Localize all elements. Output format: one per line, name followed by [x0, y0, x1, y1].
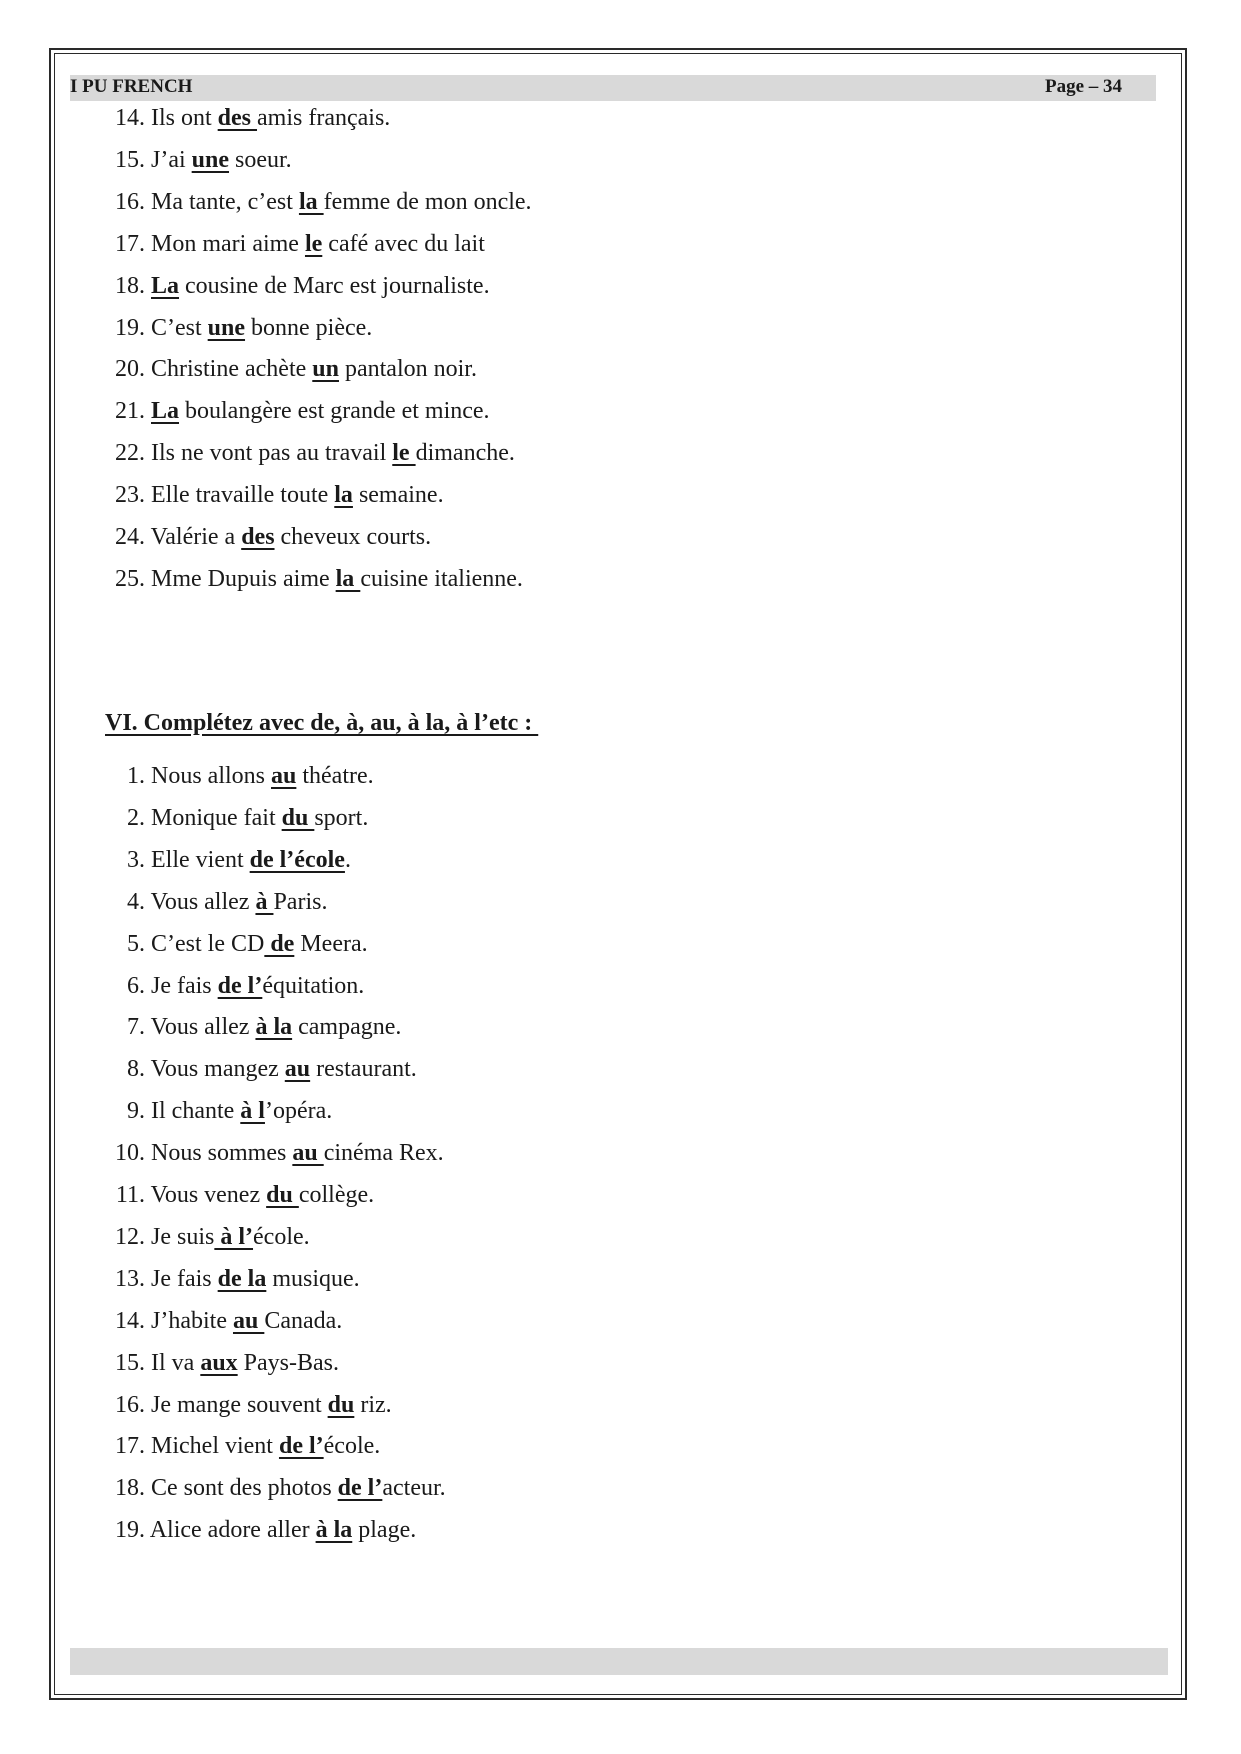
- list-item: [0, 756, 374, 796]
- list-item: [0, 391, 490, 431]
- item-text-after: collège.: [298, 1182, 375, 1208]
- item-text-after: école.: [253, 1223, 310, 1250]
- item-text-before: Mon mari aime: [151, 230, 305, 257]
- item-text-after: bonne pièce.: [245, 314, 373, 341]
- item-number: 11.: [115, 1182, 145, 1208]
- item-text-before: Vous allez: [150, 888, 256, 915]
- list-item: [0, 1175, 374, 1215]
- item-text-before: Je mange souvent: [151, 1391, 328, 1418]
- item-text-before: Vous mangez: [150, 1056, 285, 1083]
- list-item: [0, 224, 485, 264]
- list-item: [0, 1510, 416, 1550]
- item-text-after: Meera.: [294, 930, 368, 957]
- item-number: 1.: [127, 763, 145, 789]
- item-text-after: dimanche.: [415, 440, 515, 467]
- item-answer: de l’école: [249, 846, 345, 873]
- item-number: 22.: [115, 440, 145, 467]
- item-answer: la: [334, 482, 353, 509]
- item-text-before: Vous venez: [150, 1182, 267, 1208]
- item-number: 4.: [127, 888, 145, 915]
- item-text-after: musique.: [266, 1265, 360, 1292]
- list-item: [0, 1049, 417, 1089]
- item-text-before: Christine achète: [151, 356, 313, 383]
- footer-bar: [70, 1648, 1168, 1675]
- item-answer: un: [312, 356, 339, 383]
- list-item: [0, 1301, 342, 1341]
- item-answer: à la: [315, 1517, 353, 1544]
- item-number: 25.: [115, 565, 145, 592]
- item-text-after: amis français.: [257, 105, 391, 131]
- item-text-before: Je suis: [151, 1223, 215, 1250]
- list-item: [0, 140, 292, 180]
- item-answer: le: [304, 230, 323, 257]
- item-number: 19.: [115, 1517, 145, 1544]
- item-number: 20.: [115, 356, 145, 383]
- item-text-after: campagne.: [292, 1014, 402, 1041]
- list-item: [0, 517, 431, 557]
- item-text-after: soeur.: [229, 146, 292, 173]
- item-text-after: acteur.: [382, 1475, 446, 1502]
- list-item: [0, 1133, 444, 1173]
- list-item: [0, 98, 390, 138]
- item-text-after: cinéma Rex.: [323, 1140, 444, 1167]
- item-text-after: cuisine italienne.: [360, 565, 523, 592]
- item-number: 8.: [127, 1056, 145, 1083]
- item-number: 3.: [127, 846, 145, 873]
- item-text-after: école.: [323, 1433, 381, 1460]
- list-item: [0, 1259, 360, 1299]
- section-title: VI. Complétez avec de, à, au, à la, à l’etc :: [105, 710, 539, 736]
- item-text-after: boulangère est grande et mince.: [179, 398, 490, 425]
- item-number: 9.: [127, 1098, 145, 1125]
- item-number: 19.: [115, 314, 145, 341]
- item-text-after: ’opéra.: [264, 1098, 333, 1125]
- item-text-before: Je fais: [151, 972, 218, 999]
- item-text-before: Ils ont: [151, 105, 218, 131]
- item-text-before: J’ai: [151, 146, 192, 173]
- item-number: 17.: [115, 1433, 145, 1460]
- page-number: Page – 34: [1045, 76, 1123, 97]
- list-item: [0, 433, 515, 473]
- item-number: 12.: [115, 1223, 145, 1250]
- item-text-after: pantalon noir.: [338, 356, 477, 383]
- item-number: 18.: [115, 272, 145, 299]
- item-text-before: Valérie a: [150, 524, 242, 550]
- item-answer: du: [266, 1182, 299, 1208]
- item-answer: de la: [217, 1265, 267, 1292]
- item-answer: de l’: [337, 1475, 383, 1502]
- item-number: 24.: [115, 524, 145, 550]
- item-number: 10.: [115, 1140, 145, 1167]
- item-answer: une: [191, 146, 230, 173]
- list-item: [0, 1091, 332, 1131]
- item-number: 5.: [127, 930, 145, 957]
- item-text-before: Nous sommes: [151, 1140, 293, 1167]
- item-text-after: .: [344, 846, 351, 873]
- item-answer: aux: [200, 1349, 238, 1376]
- item-text-after: Pays-Bas.: [237, 1349, 340, 1376]
- item-answer: du: [281, 804, 315, 831]
- item-text-before: Alice adore aller: [149, 1517, 316, 1544]
- item-text-before: C’est le CD: [151, 930, 265, 957]
- course-title: I PU FRENCH: [70, 76, 193, 97]
- item-text-before: Il chante: [151, 1098, 241, 1125]
- item-answer: La: [151, 272, 180, 299]
- list-item: [0, 924, 368, 964]
- item-answer: au: [292, 1140, 324, 1167]
- item-text-before: Il va: [151, 1349, 201, 1376]
- item-number: 17.: [115, 230, 145, 257]
- item-text-after: cousine de Marc est journaliste.: [179, 272, 490, 299]
- item-text-after: Canada.: [264, 1307, 343, 1334]
- item-text-before: Elle vient: [151, 846, 250, 873]
- item-text-after: restaurant.: [310, 1056, 417, 1083]
- item-text-before: Michel vient: [151, 1433, 279, 1460]
- item-answer: de: [264, 930, 295, 957]
- item-number: 16.: [115, 1391, 145, 1418]
- item-answer: le: [392, 440, 416, 467]
- item-answer: de l’: [217, 972, 263, 999]
- item-number: 15.: [115, 146, 145, 173]
- item-number: 7.: [127, 1014, 145, 1041]
- list-item: [0, 1426, 380, 1466]
- item-number: 14.: [115, 1307, 145, 1334]
- item-answer: de l’: [278, 1433, 324, 1460]
- item-number: 2.: [127, 804, 145, 831]
- list-item: [0, 182, 532, 222]
- item-number: 18.: [115, 1475, 145, 1502]
- list-item: [0, 882, 327, 922]
- item-number: 6.: [127, 972, 145, 999]
- item-number: 14.: [115, 105, 145, 131]
- item-number: 13.: [115, 1265, 145, 1292]
- list-item: [0, 798, 368, 838]
- item-answer: au: [284, 1056, 311, 1083]
- item-answer: à l: [240, 1098, 265, 1125]
- item-answer: à la: [255, 1014, 293, 1041]
- list-item: [0, 349, 477, 389]
- item-text-before: Ma tante, c’est: [151, 188, 299, 215]
- item-text-before: C’est: [151, 314, 208, 341]
- item-text-after: équitation.: [262, 972, 365, 999]
- item-text-after: café avec du lait: [322, 230, 485, 257]
- list-item: [0, 266, 490, 306]
- item-text-after: semaine.: [352, 482, 444, 509]
- list-item: [0, 1217, 310, 1257]
- item-text-before: Mme Dupuis aime: [151, 565, 336, 592]
- item-answer: la: [298, 188, 324, 215]
- item-number: 15.: [115, 1349, 145, 1376]
- list-item: [0, 475, 444, 515]
- list-item: [0, 1385, 392, 1425]
- list-item: [0, 840, 351, 880]
- list-item: [0, 1007, 401, 1047]
- item-answer: la: [335, 565, 361, 592]
- item-text-after: femme de mon oncle.: [323, 188, 532, 215]
- item-answer: au: [232, 1307, 265, 1334]
- item-text-after: Paris.: [273, 888, 328, 915]
- item-text-before: Ils ne vont pas au travail: [151, 440, 393, 467]
- item-number: 21.: [115, 398, 145, 425]
- item-number: 16.: [115, 188, 145, 215]
- item-answer: à: [255, 888, 274, 915]
- item-number: 23.: [115, 482, 145, 509]
- item-text-after: théatre.: [296, 763, 374, 789]
- item-answer: La: [151, 398, 180, 425]
- item-text-after: riz.: [354, 1391, 392, 1418]
- list-item: [0, 308, 372, 348]
- item-answer: des: [241, 524, 275, 550]
- item-text-before: Elle travaille toute: [151, 482, 335, 509]
- list-item: [0, 966, 364, 1006]
- item-answer: des: [217, 105, 258, 131]
- item-answer: à l’: [214, 1223, 254, 1250]
- list-item: [0, 559, 523, 599]
- item-text-before: Monique fait: [151, 804, 282, 831]
- item-answer: une: [207, 314, 246, 341]
- item-answer: du: [327, 1391, 355, 1418]
- item-text-before: Nous allons: [151, 763, 271, 789]
- item-text-before: Vous allez: [150, 1014, 256, 1041]
- list-item: [0, 1468, 446, 1508]
- item-text-after: cheveux courts.: [274, 524, 432, 550]
- item-text-before: Je fais: [151, 1265, 218, 1292]
- list-item: [0, 1343, 339, 1383]
- item-answer: au: [271, 763, 297, 789]
- item-text-before: J’habite: [151, 1307, 233, 1334]
- item-text-after: plage.: [352, 1517, 417, 1544]
- item-text-before: Ce sont des photos: [151, 1475, 338, 1502]
- item-text-after: sport.: [314, 804, 369, 831]
